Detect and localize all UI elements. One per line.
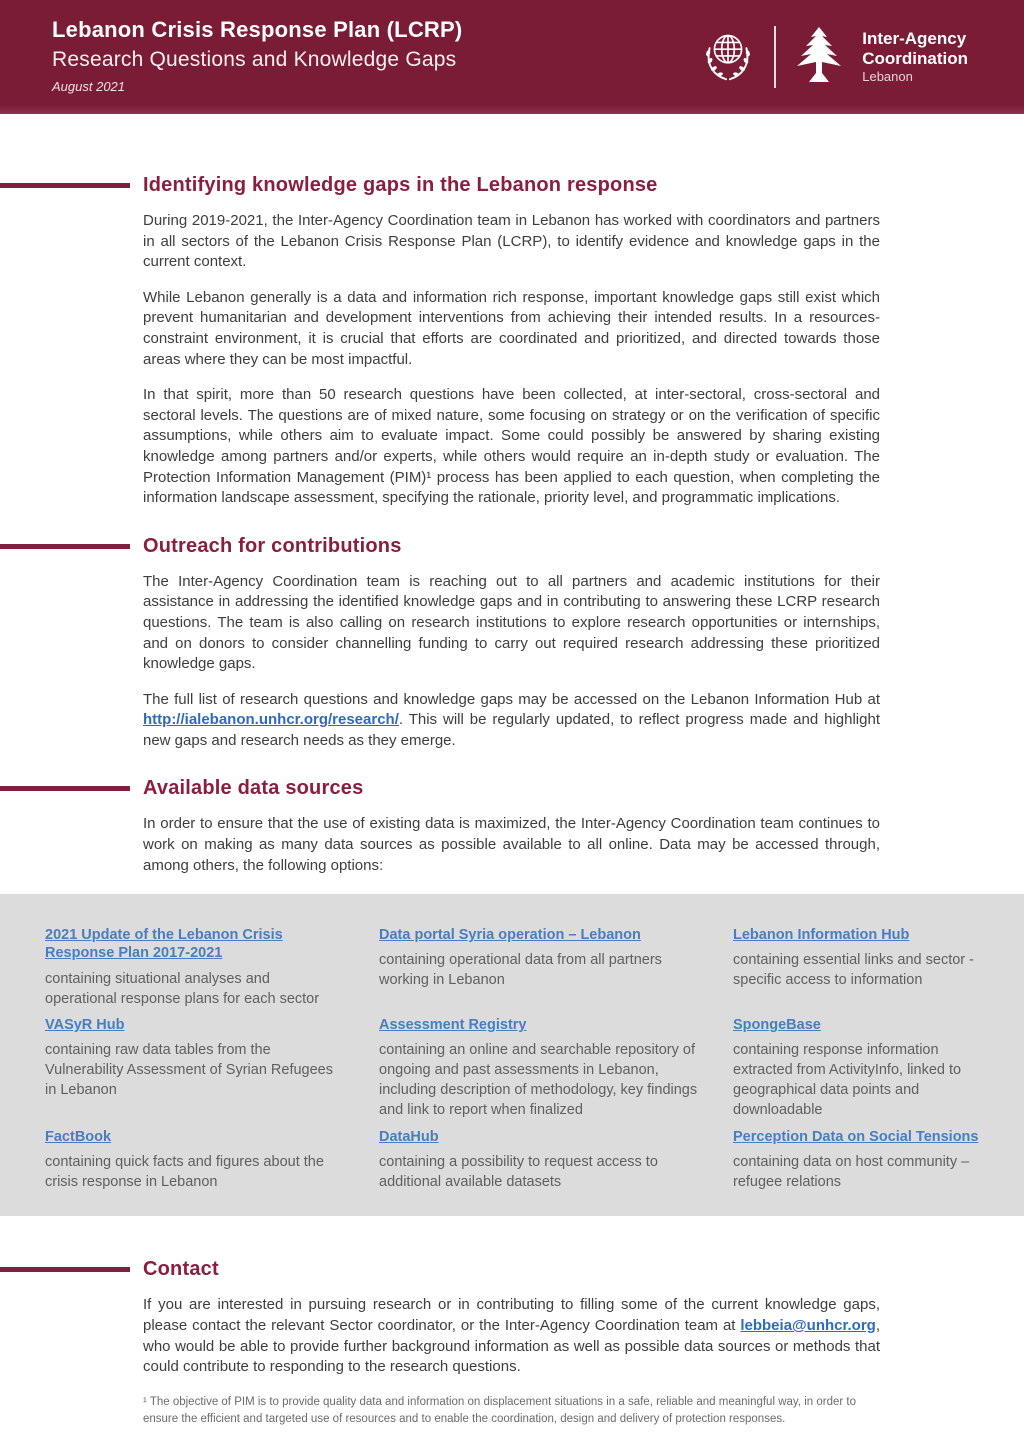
contact-text-before: If you are interested in pursuing research or in contributing to filling some of the current knowledge gaps, please contact the relevant Sector coordinator, or the Inter-Agency Coordination team at <box>143 1296 880 1334</box>
data-source-desc: containing operational data from all partners working in Lebanon <box>379 952 662 989</box>
data-source-link-perception-data[interactable]: Perception Data on Social Tensions <box>733 1129 979 1146</box>
identifying-paragraph-1: During 2019-2021, the Inter-Agency Coordination team in Lebanon has worked with coordinators and partners in all sectors of the Lebanon Crisis Response Plan (LCRP), to identify evidence and knowledge gaps in the current context. <box>143 212 880 271</box>
data-source-desc: containing quick facts and figures about the crisis response in Lebanon <box>45 1154 324 1191</box>
identifying-paragraph-3: In that spirit, more than 50 research questions have been collected, at inter-sectoral, cross-sectoral and sectoral levels. The questions are of mixed nature, some focusing on strategy or on the verification of specific assumptions, while others aim to evaluate impact. Some could possibly be answered by sharing existing knowledge among partners and/or experts, while others would require an in-depth study or evaluation. The Protection Information Management (PIM)¹ process has been applied to each question, when completing the information landscape assessment, specifying the rationale, priority level, and programmatic implications. <box>143 386 880 507</box>
data-source-link-spongebase[interactable]: SpongeBase <box>733 1017 821 1034</box>
identifying-paragraph-2: While Lebanon generally is a data and information rich response, important knowledge gaps still exist which prevent humanitarian and development interventions from achieving their intended results. In a resources-constraint environment, it is crucial that efforts are coordinated and prioritized, and directed towards those areas where they can be most impactful. <box>143 288 880 368</box>
section-contact <box>0 1258 1024 1377</box>
data-source-link-lcrp-update[interactable]: 2021 Update of the Lebanon Crisis Response Plan 2017-2021 <box>45 927 283 962</box>
pim-footnote: ¹ The objective of PIM is to provide quality data and information on displacement situations in a safe, reliable and meaningful way, in order to ensure the efficient and targeted use of resources and to enable the coordination, design and delivery of protection responses. <box>143 1395 856 1425</box>
data-source-desc: containing a possibility to request access to additional available datasets <box>379 1154 658 1191</box>
section-rule <box>0 183 130 188</box>
outreach-p2-text-before: The full list of research questions and knowledge gaps may be accessed on the Lebanon Information Hub at <box>143 690 880 708</box>
section-heading-available-data: Available data sources <box>143 777 364 800</box>
contact-paragraph <box>143 1295 880 1377</box>
data-sources-panel <box>0 894 1024 1216</box>
data-source-desc: containing data on host community – refugee relations <box>733 1154 970 1191</box>
org-line-1: Inter-Agency <box>862 28 967 48</box>
section-rule <box>0 1267 130 1272</box>
data-source-item <box>45 1016 345 1128</box>
section-outreach <box>0 535 1024 752</box>
data-source-item <box>733 1016 990 1128</box>
data-source-item <box>733 926 990 1016</box>
data-source-desc: containing raw data tables from the Vulnerability Assessment of Syrian Refugees in Lebanon <box>45 1042 333 1099</box>
available-data-paragraph: In order to ensure that the use of existing data is maximized, the Inter-Agency Coordination team continues to work on making as many data sources as possible available to all online. Data may be accessed through, among others, the following options: <box>143 815 880 874</box>
data-source-item <box>45 1128 345 1192</box>
section-heading-contact: Contact <box>143 1258 219 1281</box>
section-heading-identifying: Identifying knowledge gaps in the Lebanon response <box>143 174 658 196</box>
document-date: August 2021 <box>52 79 126 95</box>
contact-email-link[interactable]: lebbeia@unhcr.org <box>740 1316 876 1334</box>
research-hub-link[interactable]: http://ialebanon.unhcr.org/research/ <box>143 711 399 729</box>
data-source-link-vasyr-hub[interactable]: VASyR Hub <box>45 1017 125 1034</box>
un-emblem-icon <box>697 24 759 91</box>
section-rule <box>0 786 130 791</box>
data-source-item <box>379 1016 699 1128</box>
document-subtitle: Research Questions and Knowledge Gaps <box>52 48 457 72</box>
data-source-link-information-hub[interactable]: Lebanon Information Hub <box>733 927 910 944</box>
contact-text-after: , who would be able to provide further background information as well as possible data sources or methods that could contribute to responding to the research questions. <box>143 1316 880 1376</box>
org-line-2: Coordination <box>862 48 968 68</box>
outreach-paragraph-2 <box>143 690 880 752</box>
data-source-link-assessment-registry[interactable]: Assessment Registry <box>379 1017 527 1034</box>
header-banner <box>0 0 1024 114</box>
data-source-desc: containing essential links and sector -specific access to information <box>733 952 974 989</box>
outreach-p2-text-after: . This will be regularly updated, to reflect progress made and highlight new gaps and research needs as they emerge. <box>143 711 880 749</box>
org-name <box>862 29 968 85</box>
data-source-desc: containing an online and searchable repository of ongoing and past assessments in Lebanon, including description of methodology, key findings and link to report when finalized <box>379 1042 698 1119</box>
header-text-block <box>52 17 462 94</box>
section-identifying <box>0 174 1024 509</box>
data-source-link-datahub[interactable]: DataHub <box>379 1129 439 1146</box>
data-source-link-factbook[interactable]: FactBook <box>45 1129 112 1146</box>
section-heading-outreach: Outreach for contributions <box>143 534 402 557</box>
data-source-item <box>45 926 345 1016</box>
org-line-3: Lebanon <box>862 69 913 85</box>
data-source-link-data-portal[interactable]: Data portal Syria operation – Lebanon <box>379 927 641 944</box>
section-available-data <box>0 777 1024 876</box>
data-source-desc: containing situational analyses and operational response plans for each sector <box>45 970 320 1007</box>
document-title: Lebanon Crisis Response Plan (LCRP) <box>52 17 463 42</box>
data-source-item <box>379 926 699 1016</box>
data-source-item <box>379 1128 699 1192</box>
cedar-tree-icon <box>791 25 847 90</box>
data-source-desc: containing response information extracted from ActivityInfo, linked to geographical data points and downloadable <box>733 1042 962 1119</box>
section-rule <box>0 544 130 549</box>
outreach-paragraph-1: The Inter-Agency Coordination team is reaching out to all partners and academic institutions for their assistance in addressing the identified knowledge gaps and in contributing to answering these LCRP research questions. The team is also calling on research institutions to explore research opportunities or internships, and on donors to consider channelling funding to carry out required research addressing these prioritized knowledge gaps. <box>143 572 880 673</box>
logo-divider <box>774 26 776 88</box>
logo-block <box>697 16 968 98</box>
data-source-item <box>733 1128 990 1192</box>
